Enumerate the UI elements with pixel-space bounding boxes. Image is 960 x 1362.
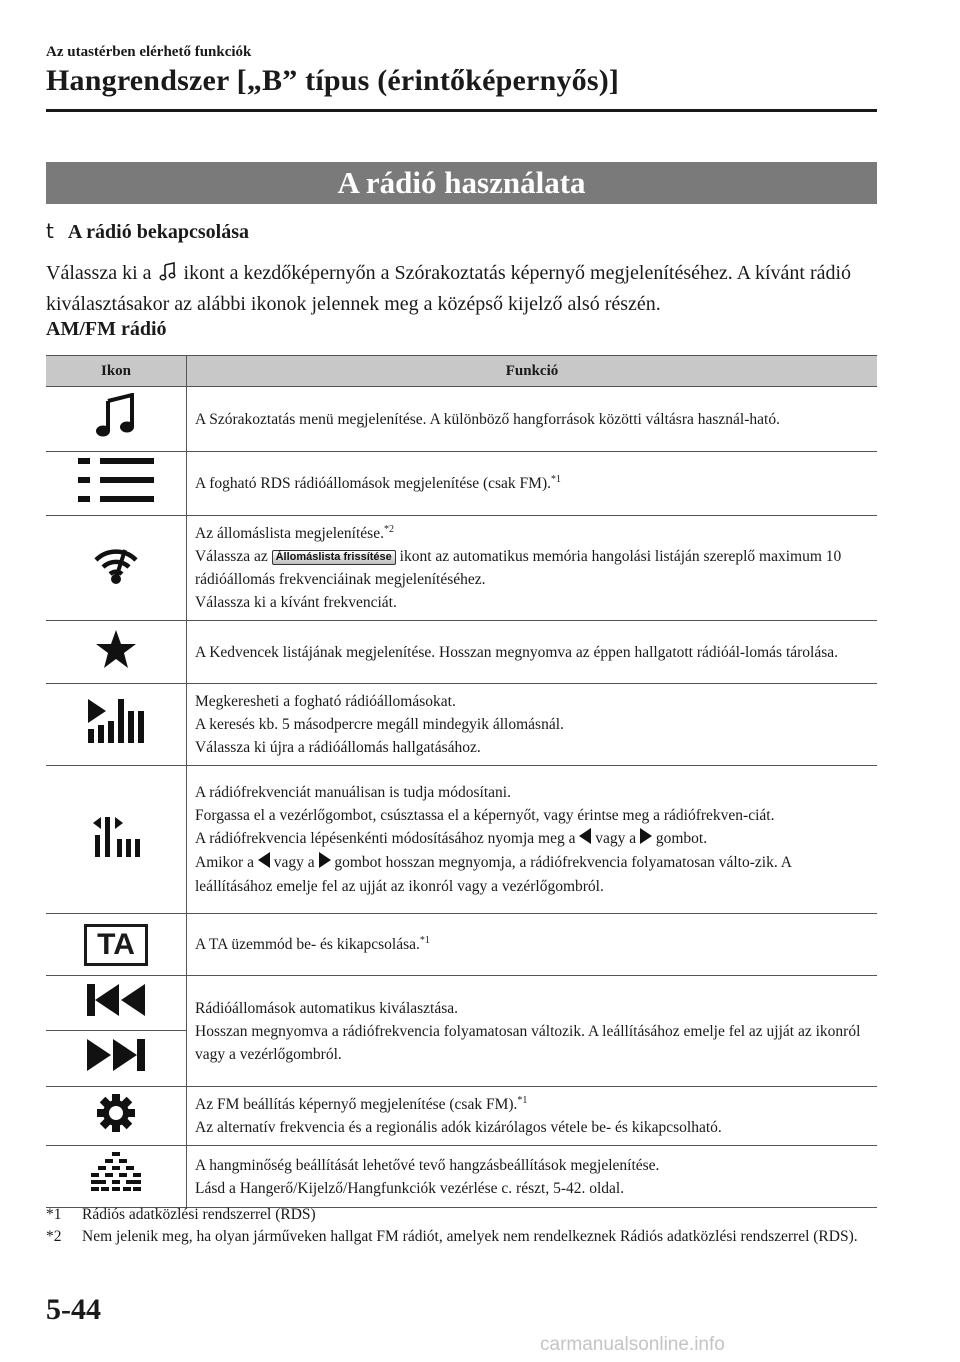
icon-cell bbox=[46, 516, 187, 621]
icon-cell bbox=[46, 684, 187, 766]
right-arrow-icon bbox=[640, 828, 652, 851]
col-header-function: Funkció bbox=[187, 356, 878, 387]
equalizer-icon bbox=[89, 1150, 143, 1203]
function-description bbox=[187, 914, 878, 976]
desc-line: A rádiófrekvenciát manuálisan is tudja módosítani. bbox=[195, 784, 511, 801]
left-arrow-icon bbox=[579, 828, 591, 851]
desc-line bbox=[195, 545, 869, 591]
footnote-ref: *2 bbox=[383, 524, 394, 535]
row6-line3c: gombot. bbox=[655, 830, 708, 847]
icon-cell bbox=[46, 1087, 187, 1146]
icon-cell bbox=[46, 766, 187, 914]
footnote-ref: *1 bbox=[517, 1095, 528, 1106]
row6-line3a: A rádiófrekvencia lépésenkénti módosításához nyomja meg a bbox=[195, 830, 576, 847]
footnotes bbox=[46, 1204, 877, 1248]
page-number: 5-44 bbox=[46, 1293, 101, 1326]
table-row bbox=[46, 766, 877, 914]
station-list-refresh-button[interactable]: Állomáslista frissítése bbox=[272, 550, 396, 565]
intro-paragraph bbox=[46, 259, 877, 318]
table-row bbox=[46, 387, 877, 452]
row6-line4b: vagy a bbox=[273, 854, 315, 871]
footnote-mark: *1 bbox=[46, 1206, 62, 1223]
section-label: Az utastérben elérhető funkciók bbox=[46, 44, 252, 60]
row3-line2b: ikont az automatikus memória hangolási listáján szereplő maximum 10 rádióállomás frekvenciáinak megjelenítéséhez. bbox=[195, 548, 842, 588]
star-icon bbox=[95, 629, 137, 676]
bullet-marker: t bbox=[46, 219, 54, 243]
row6-line4a: Amikor a bbox=[195, 854, 254, 871]
desc-line: A keresés kb. 5 másodpercre megáll mindegyik állomásnál. bbox=[195, 716, 564, 733]
page-title: Hangrendszer [„B” típus (érintőképernyős)] bbox=[46, 64, 620, 97]
function-description bbox=[187, 1146, 878, 1208]
desc-line: Hosszan megnyomva a rádiófrekvencia folyamatosan változik. A leállításához emelje fel az ujját az ikonról vagy a vezérlőgombról. bbox=[195, 1022, 861, 1063]
desc-line: Válassza ki a kívánt frekvenciát. bbox=[195, 594, 397, 611]
function-description: A Szórakoztatás menü megjelenítése. A különböző hangforrások közötti váltásra használ-ható. bbox=[187, 387, 878, 452]
manual-tune-icon bbox=[91, 815, 141, 864]
radio-signal-icon bbox=[92, 544, 140, 593]
right-arrow-icon bbox=[319, 852, 331, 875]
function-description bbox=[187, 516, 878, 621]
row6-line4c: gombot hosszan megnyomja, a rádiófrekvencia folyamatosan válto-zik. A leállításához emelje fel az ujját az ikonról vagy a vezérlőgombról. bbox=[195, 854, 792, 895]
desc-line: Lásd a Hangerő/Kijelző/Hangfunkciók vezérlése c. részt, 5-42. oldal. bbox=[195, 1179, 625, 1197]
row2-text: A fogható RDS rádióállomások megjelenítése (csak FM). bbox=[195, 475, 552, 492]
intro-part2: ikont a kezdőképernyőn a Szórakoztatás képernyő megjelenítéséhez. A kívánt rádió kiválasztásakor az alábbi ikonok jelennek meg a középső kijelző alsó részén. bbox=[46, 262, 852, 315]
icon-cell bbox=[46, 1146, 187, 1208]
title-rule bbox=[46, 109, 877, 112]
table-row bbox=[46, 914, 877, 976]
row6-line3b: vagy a bbox=[595, 830, 637, 847]
row3-line2a: Válassza az bbox=[195, 548, 268, 565]
seek-back-cell bbox=[46, 976, 186, 1031]
table-row bbox=[46, 684, 877, 766]
row3-line1: Az állomáslista megjelenítése. bbox=[195, 525, 384, 542]
function-description: A Kedvencek listájának megjelenítése. Hosszan megnyomva az éppen hallgatott rádióál-lomás tárolása. bbox=[187, 621, 878, 684]
desc-line bbox=[195, 851, 869, 898]
section-banner: A rádió használata bbox=[46, 162, 877, 204]
table-row bbox=[46, 516, 877, 621]
scan-icon bbox=[86, 697, 146, 752]
icon-cell bbox=[46, 976, 187, 1087]
sub-heading bbox=[46, 219, 249, 244]
subtitle-amfm: AM/FM rádió bbox=[46, 318, 167, 340]
desc-line: A hangminőség beállítását lehetővé tevő hangzásbeállítások megjelenítése. bbox=[195, 1156, 660, 1174]
desc-line: Válassza ki újra a rádióállomás hallgatásához. bbox=[195, 739, 481, 756]
col-header-icon: Ikon bbox=[46, 356, 187, 387]
desc-line bbox=[195, 1093, 869, 1116]
seek-back-icon bbox=[85, 980, 147, 1027]
footnote bbox=[46, 1204, 877, 1226]
entertainment-icon bbox=[159, 262, 177, 290]
desc-line: Megkeresheti a fogható rádióállomásokat. bbox=[195, 693, 456, 710]
sub-heading-text: A rádió bekapcsolása bbox=[67, 221, 249, 243]
table-row bbox=[46, 452, 877, 516]
left-arrow-icon bbox=[258, 852, 270, 875]
desc-line: Forgassa el a vezérlőgombot, csúsztassa el a képernyőt, vagy érintse meg a rádiófrekven-ciát. bbox=[195, 807, 775, 824]
footnote-ref: *1 bbox=[551, 474, 562, 485]
icon-cell bbox=[46, 452, 187, 516]
footnote-mark: *2 bbox=[46, 1228, 62, 1245]
watermark: carmanualsonline.info bbox=[540, 1334, 725, 1355]
row9-line1: Az FM beállítás képernyő megjelenítése (csak FM). bbox=[195, 1096, 518, 1113]
table-row bbox=[46, 1146, 877, 1208]
table-row bbox=[46, 976, 877, 1087]
list-icon bbox=[76, 456, 156, 511]
music-note-icon bbox=[94, 393, 138, 446]
ta-icon: TA bbox=[84, 924, 148, 966]
footnote-text: Rádiós adatközlési rendszerrel (RDS) bbox=[82, 1206, 316, 1223]
function-description bbox=[187, 1087, 878, 1146]
icon-cell bbox=[46, 621, 187, 684]
desc-line bbox=[195, 522, 869, 545]
desc-line: Az alternatív frekvencia és a regionális adók kizárólagos vétele be- és kikapcsolható. bbox=[195, 1119, 722, 1136]
function-description bbox=[187, 452, 878, 516]
intro-part1: Válassza ki a bbox=[46, 262, 152, 284]
icon-function-table bbox=[46, 355, 877, 1208]
gear-icon bbox=[96, 1093, 136, 1140]
footnote-text: Nem jelenik meg, ha olyan járműveken hallgat FM rádiót, amelyek nem rendelkeznek Rádiós adatközlési rendszerrel (RDS). bbox=[82, 1228, 858, 1245]
footnote bbox=[46, 1226, 877, 1248]
function-description bbox=[187, 766, 878, 914]
table-row bbox=[46, 621, 877, 684]
desc-line: Rádióállomások automatikus kiválasztása. bbox=[195, 999, 459, 1017]
desc-line bbox=[195, 827, 869, 851]
icon-cell bbox=[46, 914, 187, 976]
icon-cell bbox=[46, 387, 187, 452]
row7-text: A TA üzemmód be- és kikapcsolása. bbox=[195, 936, 420, 953]
table-row bbox=[46, 1087, 877, 1146]
table-header-row bbox=[46, 356, 877, 387]
function-description bbox=[187, 976, 878, 1087]
seek-forward-cell bbox=[46, 1031, 186, 1086]
function-description bbox=[187, 684, 878, 766]
footnote-ref: *1 bbox=[419, 935, 430, 946]
seek-forward-icon bbox=[85, 1035, 147, 1082]
